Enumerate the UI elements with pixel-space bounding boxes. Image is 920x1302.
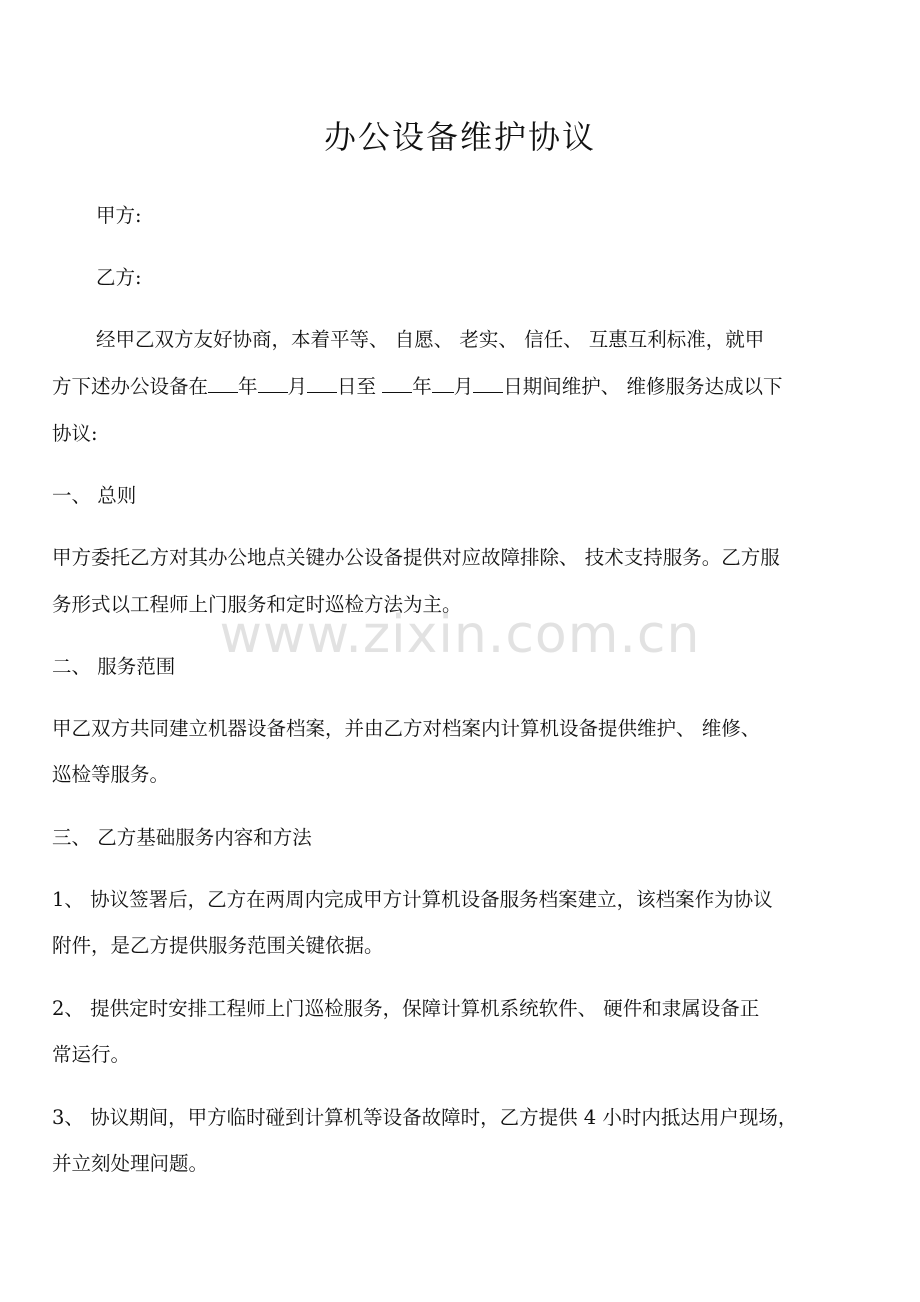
item-2-line-1: 2、 提供定时安排工程师上门巡检服务，保障计算机系统软件、 硬件和隶属设备正 [52, 997, 760, 1020]
intro-text-c: 月 [287, 375, 308, 398]
section-1-line-1: 甲方委托乙方对其办公地点关键办公设备提供对应故障排除、 技术支持服务。乙方服 [52, 546, 780, 569]
intro-paragraph-line-3: 协议: [52, 422, 98, 445]
item-3-line-1: 3、 协议期间，甲方临时碰到计算机等设备故障时，乙方提供 4 小时内抵达用户现场， [52, 1106, 798, 1129]
section-2-line-1: 甲乙双方共同建立机器设备档案，并由乙方对档案内计算机设备提供维护、 维修、 [52, 717, 761, 740]
blank-field-month-end[interactable] [432, 374, 454, 393]
intro-paragraph-line-1: 经甲乙双方友好协商，本着平等、 自愿、 老实、 信任、 互惠互利标准，就甲 [96, 328, 765, 351]
document-title: 办公设备维护协议 [323, 118, 596, 156]
blank-field-day-end[interactable] [473, 374, 503, 393]
intro-text-g: 日期间维护、 维修服务达成以下 [503, 375, 783, 398]
section-2-line-2: 巡检等服务。 [52, 763, 170, 786]
intro-paragraph-line-2 [52, 374, 782, 399]
blank-field-day-start[interactable] [307, 374, 337, 393]
section-1-line-2: 务形式以工程师上门服务和定时巡检方法为主。 [52, 593, 462, 616]
blank-field-month-start[interactable] [258, 374, 288, 393]
item-1-line-1: 1、 协议签署后，乙方在两周内完成甲方计算机设备服务档案建立，该档案作为协议 [52, 888, 773, 911]
intro-text-b: 年 [238, 375, 258, 398]
blank-field-year-start[interactable] [208, 374, 238, 393]
section-1-heading: 一、 总则 [52, 484, 137, 507]
item-2-line-2: 常运行。 [52, 1043, 131, 1066]
item-3-line-2: 并立刻处理问题。 [52, 1152, 209, 1175]
section-3-heading: 三、 乙方基础服务内容和方法 [52, 826, 312, 849]
section-2-heading: 二、 服务范围 [52, 655, 176, 678]
party-b-label: 乙方: [96, 266, 142, 289]
intro-text-d: 日至 [337, 375, 383, 398]
party-a-label: 甲方: [96, 204, 142, 227]
watermark-text: www.zixin.com.cn [219, 605, 701, 665]
item-1-line-2: 附件，是乙方提供服务范围关键依据。 [52, 934, 384, 957]
intro-text-f: 月 [453, 375, 474, 398]
intro-text-e: 年 [412, 375, 432, 398]
blank-field-year-end[interactable] [382, 374, 412, 393]
intro-text-a: 方下述办公设备在 [52, 375, 209, 398]
